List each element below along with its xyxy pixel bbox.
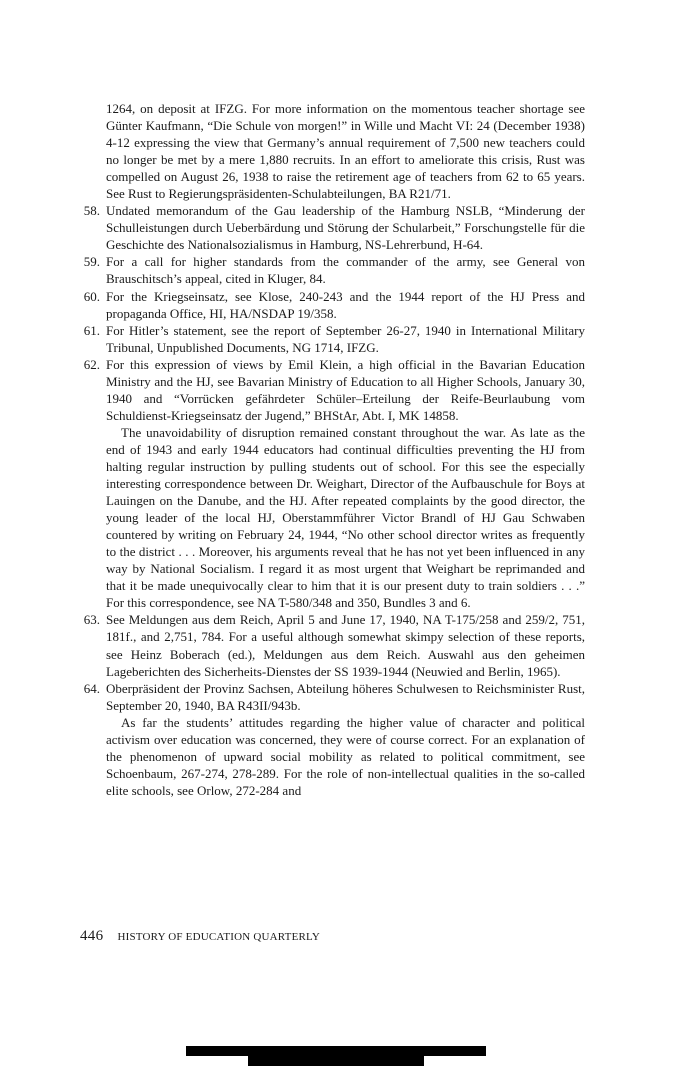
footnote-number: 64.: [83, 680, 100, 696]
scan-margin-bar: [248, 1056, 424, 1066]
footnote-59: [80, 253, 585, 287]
footnotes-text: [80, 100, 585, 799]
journal-title: HISTORY OF EDUCATION QUARTERLY: [117, 931, 321, 943]
footnote-text: For the Kriegseinsatz, see Klose, 240-243 and the 1944 report of the HJ Press and propaganda Office, HI, HA/NSDAP 19/358.: [106, 288, 585, 321]
footnote-number: 63.: [83, 612, 100, 628]
lead-paragraph: 1264, on deposit at IFZG. For more information on the momentous teacher shortage see Günter Kaufmann, “Die Schule von morgen!” in Wille und Macht VI: 24 (December 1938) 4-12 expressing the view that Germany’s annual requirement of 7,500 new teachers could no longer be met by a mere 1,880 recruits. In an effort to ameliorate this crisis, Rust was compelled on August 26, 1938 to raise the retirement age of teachers from 62 to 65 years. See Rust to Regierungspräsidenten-Schulabteilungen, BA R21/71.: [106, 101, 585, 202]
paragraph-text: As far the students’ attitudes regarding the higher value of character and political activism over education was concerned, they were of course correct. For an explanation of the phenomenon of upward social mobility as related to political commitment, see Schoenbaum, 267-274, 278-289. For the role of non-intellectual qualities in the so-called elite schools, see Orlow, 272-284 and: [106, 714, 585, 798]
footnote-number: 59.: [83, 254, 100, 270]
footnote-number: 61.: [83, 322, 100, 338]
footnote-62: [80, 356, 585, 424]
footnote-text: For Hitler’s statement, see the report of September 26-27, 1940 in International Military Tribunal, Unpublished Documents, NG 1714, IFZG.: [106, 322, 585, 355]
footnote-64: [80, 680, 585, 714]
footnote-number: 60.: [83, 288, 100, 304]
footnote-number: 58.: [83, 203, 100, 219]
footnote-60: [80, 288, 585, 322]
page-footer: [80, 928, 320, 945]
footnote-text: For a call for higher standards from the commander of the army, see General von Brauschitsch’s appeal, cited in Kluger, 84.: [106, 254, 585, 287]
paragraph-text: The unavoidability of disruption remained constant throughout the war. As late as the end of 1943 and early 1944 educators had continual difficulties preventing the HJ from halting regular instruction by pulling students out of school. For this see the especially interesting correspondence between Dr. Weighart, Director of the Aufbauschule for Boys at Lauingen on the Danube, and the HJ. After repeated complaints by the good director, the young leader of the local HJ, Oberstammführer Victor Brandl of HJ Gau Schwaben countered by writing on February 24, 1944, “No other school director writes as frequently to the district . . . Moreover, his arguments reveal that he has not yet been influenced in any way by National Socialism. I regard it as most urgent that Weighart be reprimanded and that it be made unequivocally clear to him that it is our present duty to train soldiers . . .” For this correspondence, see NA T-580/348 and 350, Bundles 3 and 6.: [106, 424, 585, 611]
scan-margin-bar: [186, 1046, 486, 1056]
footnote-text: See Meldungen aus dem Reich, April 5 and June 17, 1940, NA T-175/258 and 259/2, 751, 181f., and 2,751, 784. For a useful although somewhat skimpy selection of these reports, see Heinz Boberach (ed.), Meldungen aus dem Reich. Auswahl aus den geheimen Lageberichten des Sicherheits-Dienstes der SS 1939-1944 (Neuwied and Berlin, 1965).: [106, 612, 585, 679]
page-number: 446: [80, 928, 104, 944]
footnote-63: [80, 611, 585, 679]
footnote-text: Undated memorandum of the Gau leadership of the Hamburg NSLB, “Minderung der Schulleistungen durch Ueberbärdung und Störung der Schularbeit,” Forschungstelle für die Geschichte des Nationalsozialismus in Hamburg, NS-Lehrerbund, H-64.: [106, 203, 585, 253]
footnote-64-continuation: [80, 714, 585, 799]
footnote-62-continuation: [80, 424, 585, 612]
footnote-61: [80, 322, 585, 356]
footnote-number: 62.: [83, 356, 100, 372]
footnote-text: Oberpräsident der Provinz Sachsen, Abteilung höheres Schulwesen to Reichsminister Rust, September 20, 1940, BA R43II/943b.: [106, 680, 585, 713]
footnote-text: For this expression of views by Emil Klein, a high official in the Bavarian Education Ministry and the HJ, see Bavarian Ministry of Education to all Higher Schools, January 30, 1940 and “Vorrücken gefährdeter Schüler–Erteilung der Reife-Beurlaubung vom Schuldienst-Kriegseinsatz der Jugend,” BHStAr, Abt. I, MK 14858.: [106, 356, 585, 423]
footnote-58: [80, 202, 585, 253]
